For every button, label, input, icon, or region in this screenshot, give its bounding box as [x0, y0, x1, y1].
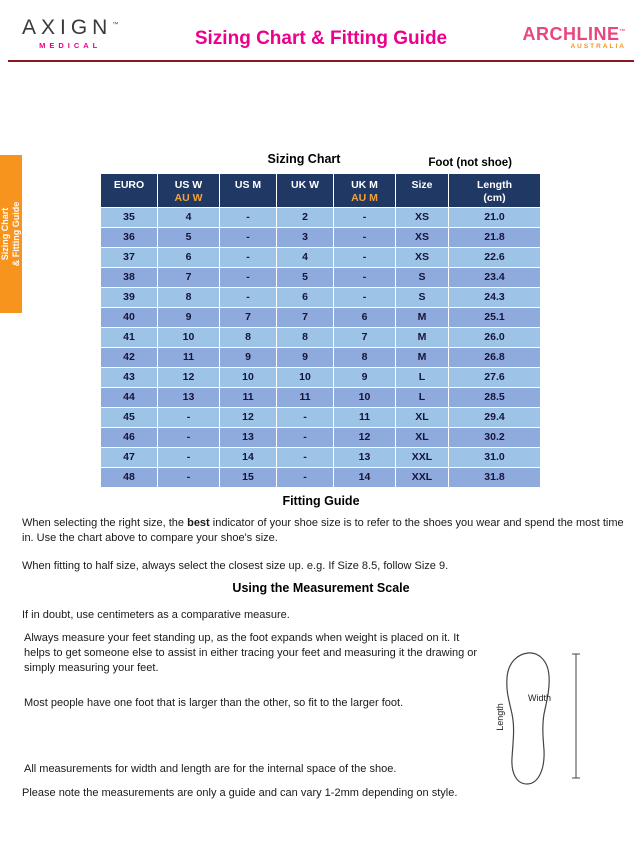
table-cell: 27.6 [449, 368, 541, 388]
table-cell: - [158, 408, 220, 428]
table-cell: 23.4 [449, 268, 541, 288]
table-cell: L [396, 388, 449, 408]
foot-outline-path [507, 653, 552, 784]
fitting-guide-paragraph-2: When fitting to half size, always select the closest size up. e.g. If Size 8.5, follow Size 9. [22, 560, 449, 572]
table-cell: - [158, 448, 220, 468]
table-cell: 31.0 [449, 448, 541, 468]
table-cell: 7 [334, 328, 396, 348]
table-cell: - [220, 248, 277, 268]
table-cell: 7 [220, 308, 277, 328]
archline-logo-subtitle: AUSTRALIA [570, 43, 626, 50]
table-cell: 4 [158, 208, 220, 228]
axign-logo-text: AXIGN [22, 16, 113, 39]
table-cell: 5 [277, 268, 334, 288]
table-cell: 21.8 [449, 228, 541, 248]
measurement-scale-heading: Using the Measurement Scale [232, 581, 410, 595]
table-cell: 28.5 [449, 388, 541, 408]
table-cell: - [158, 468, 220, 488]
table-cell: XL [396, 428, 449, 448]
trademark-symbol: ™ [112, 22, 119, 28]
paragraph-text: indicator of your shoe size is to refer to the shoes you wear and spend the most time in. Use the chart above to compare your shoe's size. [22, 517, 624, 544]
table-cell: 22.6 [449, 248, 541, 268]
table-cell: 3 [277, 228, 334, 248]
table-cell: 38 [101, 268, 158, 288]
length-label: Length [495, 703, 505, 731]
table-row [101, 288, 541, 308]
table-cell: 39 [101, 288, 158, 308]
table-cell: 31.8 [449, 468, 541, 488]
header-divider-rule [8, 60, 634, 62]
table-cell: 13 [334, 448, 396, 468]
table-cell: - [220, 208, 277, 228]
page-title: Sizing Chart & Fitting Guide [194, 28, 448, 49]
side-tab-line2: & Fitting Guide [10, 201, 21, 267]
measurement-paragraph-4: All measurements for width and length are for the internal space of the shoe. [24, 763, 397, 775]
table-row [101, 208, 541, 228]
table-cell: 8 [220, 328, 277, 348]
table-cell: - [334, 268, 396, 288]
sizing-table-header [101, 174, 541, 208]
table-row [101, 228, 541, 248]
table-row [101, 328, 541, 348]
table-cell: 9 [158, 308, 220, 328]
axign-logo-subtitle: MEDICAL [39, 41, 102, 50]
table-cell: 37 [101, 248, 158, 268]
column-header: Length (cm) [449, 174, 541, 208]
table-cell: XS [396, 228, 449, 248]
table-cell: 30.2 [449, 428, 541, 448]
foot-measurement-diagram [492, 648, 592, 790]
table-cell: 11 [220, 388, 277, 408]
table-cell: 15 [220, 468, 277, 488]
table-cell: XXL [396, 468, 449, 488]
fitting-guide-paragraph-1 [22, 516, 627, 546]
foot-not-shoe-note: Foot (not shoe) [428, 157, 512, 169]
table-cell: 13 [220, 428, 277, 448]
measurement-paragraph-2: Always measure your feet standing up, as the foot expands when weight is placed on it. It helps to get someone else to assist in either tracing your feet and measuring it the drawing or simply measuring your feet. [24, 632, 478, 674]
width-label: Width [528, 693, 552, 703]
table-row [101, 308, 541, 328]
sizing-table-header-row [101, 174, 541, 208]
side-tab-label [0, 155, 22, 313]
table-cell: - [277, 468, 334, 488]
table-row [101, 348, 541, 368]
side-tab-line1: Sizing Chart [0, 207, 10, 261]
table-cell: M [396, 328, 449, 348]
table-cell: 29.4 [449, 408, 541, 428]
table-cell: 5 [158, 228, 220, 248]
column-header: US M [220, 174, 277, 208]
table-cell: XS [396, 208, 449, 228]
table-cell: 9 [277, 348, 334, 368]
table-cell: 14 [334, 468, 396, 488]
sizing-table [100, 173, 541, 488]
table-cell: 10 [220, 368, 277, 388]
fitting-guide-heading: Fitting Guide [282, 494, 360, 508]
table-row [101, 268, 541, 288]
table-cell: 8 [277, 328, 334, 348]
table-cell: 45 [101, 408, 158, 428]
table-cell: 47 [101, 448, 158, 468]
table-cell: - [220, 288, 277, 308]
table-cell: 10 [334, 388, 396, 408]
table-cell: 36 [101, 228, 158, 248]
table-cell: M [396, 348, 449, 368]
table-cell: 6 [277, 288, 334, 308]
table-row [101, 388, 541, 408]
table-cell: 26.8 [449, 348, 541, 368]
table-cell: - [220, 268, 277, 288]
table-row [101, 468, 541, 488]
table-cell: 14 [220, 448, 277, 468]
table-cell: 13 [158, 388, 220, 408]
table-cell: 26.0 [449, 328, 541, 348]
measurement-paragraph-5: Please note the measurements are only a guide and can vary 1-2mm depending on style. [22, 787, 458, 799]
table-cell: 41 [101, 328, 158, 348]
table-cell: - [277, 408, 334, 428]
table-cell: 7 [277, 308, 334, 328]
side-tab [0, 155, 22, 313]
paragraph-text: When selecting the right size, the [22, 517, 188, 529]
table-row [101, 428, 541, 448]
table-cell: 10 [277, 368, 334, 388]
paragraph-bold-text: best [187, 517, 210, 529]
table-cell: 40 [101, 308, 158, 328]
table-cell: - [158, 428, 220, 448]
table-cell: 12 [158, 368, 220, 388]
table-cell: - [277, 448, 334, 468]
column-header: EURO [101, 174, 158, 208]
table-cell: 35 [101, 208, 158, 228]
table-cell: 6 [334, 308, 396, 328]
table-cell: S [396, 268, 449, 288]
table-cell: - [334, 288, 396, 308]
measurement-paragraph-3: Most people have one foot that is larger than the other, so fit to the larger foot. [24, 697, 404, 709]
table-cell: 12 [334, 428, 396, 448]
table-cell: 48 [101, 468, 158, 488]
table-cell: - [334, 208, 396, 228]
column-header: UK M AU M [334, 174, 396, 208]
table-cell: 9 [220, 348, 277, 368]
trademark-symbol: ™ [619, 29, 626, 35]
table-cell: - [277, 428, 334, 448]
table-cell: XXL [396, 448, 449, 468]
table-cell: - [334, 248, 396, 268]
table-row [101, 368, 541, 388]
table-cell: 8 [158, 288, 220, 308]
table-cell: 46 [101, 428, 158, 448]
table-cell: 9 [334, 368, 396, 388]
table-cell: 25.1 [449, 308, 541, 328]
table-row [101, 408, 541, 428]
table-cell: 24.3 [449, 288, 541, 308]
column-header: US W AU W [158, 174, 220, 208]
sizing-table-body [101, 208, 541, 488]
table-cell: S [396, 288, 449, 308]
sizing-chart-heading: Sizing Chart [267, 152, 341, 166]
table-cell: 21.0 [449, 208, 541, 228]
table-cell: XL [396, 408, 449, 428]
table-cell: - [334, 228, 396, 248]
table-cell: 44 [101, 388, 158, 408]
column-header: UK W [277, 174, 334, 208]
table-cell: 2 [277, 208, 334, 228]
table-cell: 11 [334, 408, 396, 428]
table-cell: M [396, 308, 449, 328]
table-cell: XS [396, 248, 449, 268]
column-header: Size [396, 174, 449, 208]
foot-outline-drawing [492, 648, 592, 790]
table-cell: 12 [220, 408, 277, 428]
archline-logo-name [523, 24, 627, 45]
archline-logo-text: ARCHLINE [522, 24, 620, 44]
archline-logo [523, 24, 627, 50]
table-row [101, 448, 541, 468]
table-cell: 11 [158, 348, 220, 368]
table-cell: 43 [101, 368, 158, 388]
table-cell: 6 [158, 248, 220, 268]
table-row [101, 248, 541, 268]
table-cell: - [220, 228, 277, 248]
table-cell: 7 [158, 268, 220, 288]
table-cell: 8 [334, 348, 396, 368]
table-cell: L [396, 368, 449, 388]
table-cell: 4 [277, 248, 334, 268]
measurement-paragraph-1: If in doubt, use centimeters as a comparative measure. [22, 609, 290, 621]
table-cell: 11 [277, 388, 334, 408]
table-cell: 42 [101, 348, 158, 368]
table-cell: 10 [158, 328, 220, 348]
